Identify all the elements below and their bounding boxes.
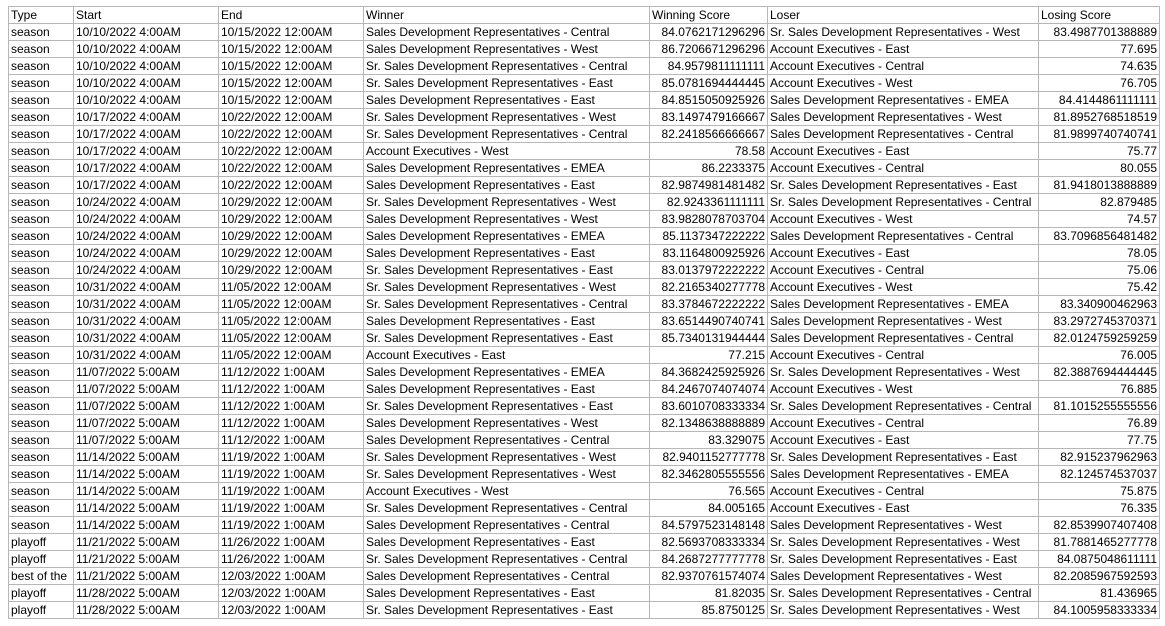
loser-cell[interactable]: Sr. Sales Development Representatives - Central — [768, 194, 1039, 211]
losing-score-cell[interactable]: 83.7096856481482 — [1039, 228, 1160, 245]
table-row — [9, 296, 1160, 313]
loser-cell[interactable]: Account Executives - West — [768, 211, 1039, 228]
end-cell[interactable]: 10/29/2022 12:00AM — [219, 211, 364, 228]
table-row — [9, 585, 1160, 602]
winner-cell[interactable]: Sr. Sales Development Representatives - East — [364, 602, 650, 619]
type-cell[interactable]: season — [9, 228, 74, 245]
start-cell[interactable]: 10/17/2022 4:00AM — [74, 143, 219, 160]
winning-score-cell[interactable]: 85.0781694444445 — [650, 75, 768, 92]
winning-score-cell[interactable]: 84.9579811111111 — [650, 58, 768, 75]
start-cell[interactable]: 10/31/2022 4:00AM — [74, 330, 219, 347]
losing-score-cell[interactable]: 84.0875048611111 — [1039, 551, 1160, 568]
winning-score-cell[interactable]: 85.8750125 — [650, 602, 768, 619]
table-row — [9, 398, 1160, 415]
table-row — [9, 534, 1160, 551]
winning-score-cell[interactable]: 86.7206671296296 — [650, 41, 768, 58]
start-cell[interactable]: 11/14/2022 5:00AM — [74, 517, 219, 534]
winning-score-cell[interactable]: 82.5693708333334 — [650, 534, 768, 551]
loser-cell[interactable]: Sales Development Representatives - West — [768, 313, 1039, 330]
winning-score-cell[interactable]: 86.2233375 — [650, 160, 768, 177]
end-cell[interactable]: 11/05/2022 12:00AM — [219, 347, 364, 364]
winning-score-cell[interactable]: 84.2687277777778 — [650, 551, 768, 568]
end-cell[interactable]: 11/05/2022 12:00AM — [219, 330, 364, 347]
start-cell[interactable]: 11/14/2022 5:00AM — [74, 483, 219, 500]
loser-cell[interactable]: Account Executives - East — [768, 245, 1039, 262]
results-table — [8, 6, 1160, 619]
table-row — [9, 262, 1160, 279]
losing-score-cell[interactable]: 75.06 — [1039, 262, 1160, 279]
loser-cell[interactable]: Account Executives - East — [768, 143, 1039, 160]
loser-cell[interactable]: Sr. Sales Development Representatives - East — [768, 177, 1039, 194]
table-row — [9, 449, 1160, 466]
table-row — [9, 194, 1160, 211]
loser-cell[interactable]: Sr. Sales Development Representatives - West — [768, 534, 1039, 551]
table-row — [9, 347, 1160, 364]
winning-score-cell[interactable]: 83.1164800925926 — [650, 245, 768, 262]
winner-cell[interactable]: Sales Development Representatives - EMEA — [364, 228, 650, 245]
type-cell[interactable]: season — [9, 296, 74, 313]
table-row — [9, 228, 1160, 245]
loser-cell[interactable]: Account Executives - East — [768, 41, 1039, 58]
losing-score-cell[interactable]: 81.9418013888889 — [1039, 177, 1160, 194]
end-cell[interactable]: 11/05/2022 12:00AM — [219, 279, 364, 296]
type-cell[interactable]: season — [9, 500, 74, 517]
loser-cell[interactable]: Sr. Sales Development Representatives - Central — [768, 398, 1039, 415]
table-row — [9, 364, 1160, 381]
type-cell[interactable]: season — [9, 517, 74, 534]
start-cell[interactable]: 11/21/2022 5:00AM — [74, 568, 219, 585]
type-cell[interactable]: season — [9, 245, 74, 262]
losing-score-cell[interactable]: 74.57 — [1039, 211, 1160, 228]
end-cell[interactable]: 11/19/2022 1:00AM — [219, 466, 364, 483]
start-cell[interactable]: 11/21/2022 5:00AM — [74, 534, 219, 551]
start-cell[interactable]: 10/17/2022 4:00AM — [74, 109, 219, 126]
losing-score-cell[interactable]: 77.75 — [1039, 432, 1160, 449]
start-cell[interactable]: 11/07/2022 5:00AM — [74, 415, 219, 432]
winning-score-cell[interactable]: 77.215 — [650, 347, 768, 364]
start-cell[interactable]: 10/17/2022 4:00AM — [74, 160, 219, 177]
losing-score-cell[interactable]: 76.005 — [1039, 347, 1160, 364]
type-cell[interactable]: playoff — [9, 602, 74, 619]
losing-score-cell[interactable]: 81.1015255555556 — [1039, 398, 1160, 415]
losing-score-cell[interactable]: 82.0124759259259 — [1039, 330, 1160, 347]
winning-score-cell[interactable]: 82.3462805555556 — [650, 466, 768, 483]
winner-cell[interactable]: Sr. Sales Development Representatives - West — [364, 109, 650, 126]
loser-cell[interactable]: Sales Development Representatives - EMEA — [768, 92, 1039, 109]
winner-cell[interactable]: Sr. Sales Development Representatives - Central — [364, 551, 650, 568]
table-row — [9, 41, 1160, 58]
winning-score-cell[interactable]: 83.9828078703704 — [650, 211, 768, 228]
end-cell[interactable]: 10/29/2022 12:00AM — [219, 245, 364, 262]
winning-score-cell[interactable]: 83.6514490740741 — [650, 313, 768, 330]
start-cell[interactable]: 10/31/2022 4:00AM — [74, 279, 219, 296]
loser-cell[interactable]: Account Executives - West — [768, 75, 1039, 92]
losing-score-cell[interactable]: 84.1005958333334 — [1039, 602, 1160, 619]
end-cell[interactable]: 11/12/2022 1:00AM — [219, 432, 364, 449]
type-cell[interactable]: season — [9, 398, 74, 415]
winner-cell[interactable]: Sales Development Representatives - East — [364, 381, 650, 398]
losing-score-cell[interactable]: 83.4987701388889 — [1039, 24, 1160, 41]
spreadsheet — [8, 6, 1160, 619]
winning-score-cell[interactable]: 82.9401152777778 — [650, 449, 768, 466]
end-cell[interactable]: 11/19/2022 1:00AM — [219, 500, 364, 517]
losing-score-cell[interactable]: 80.055 — [1039, 160, 1160, 177]
loser-cell[interactable]: Account Executives - West — [768, 381, 1039, 398]
end-cell[interactable]: 10/29/2022 12:00AM — [219, 228, 364, 245]
winning-score-cell[interactable]: 83.6010708333334 — [650, 398, 768, 415]
type-cell[interactable]: season — [9, 194, 74, 211]
start-cell[interactable]: 10/24/2022 4:00AM — [74, 228, 219, 245]
loser-cell[interactable]: Sales Development Representatives - EMEA — [768, 466, 1039, 483]
losing-score-cell[interactable]: 83.340900462963 — [1039, 296, 1160, 313]
loser-cell[interactable]: Sr. Sales Development Representatives - West — [768, 364, 1039, 381]
start-cell[interactable]: 10/10/2022 4:00AM — [74, 41, 219, 58]
winning-score-cell[interactable]: 82.9874981481482 — [650, 177, 768, 194]
winner-cell[interactable]: Sales Development Representatives - Central — [364, 24, 650, 41]
loser-cell[interactable]: Sr. Sales Development Representatives - West — [768, 24, 1039, 41]
end-cell[interactable]: 10/15/2022 12:00AM — [219, 41, 364, 58]
end-cell[interactable]: 11/05/2022 12:00AM — [219, 313, 364, 330]
winner-cell[interactable]: Sr. Sales Development Representatives - West — [364, 279, 650, 296]
header-row — [9, 7, 1160, 24]
losing-score-cell[interactable]: 82.8539907407408 — [1039, 517, 1160, 534]
loser-cell[interactable]: Sales Development Representatives - West — [768, 568, 1039, 585]
loser-cell[interactable]: Sales Development Representatives - West — [768, 109, 1039, 126]
end-cell[interactable]: 11/12/2022 1:00AM — [219, 381, 364, 398]
header-cell-end[interactable]: End — [219, 7, 364, 24]
type-cell[interactable]: season — [9, 279, 74, 296]
losing-score-cell[interactable]: 75.42 — [1039, 279, 1160, 296]
end-cell[interactable]: 10/15/2022 12:00AM — [219, 92, 364, 109]
end-cell[interactable]: 11/12/2022 1:00AM — [219, 415, 364, 432]
winner-cell[interactable]: Sr. Sales Development Representatives - Central — [364, 126, 650, 143]
end-cell[interactable]: 10/29/2022 12:00AM — [219, 262, 364, 279]
table-row — [9, 279, 1160, 296]
type-cell[interactable]: season — [9, 466, 74, 483]
loser-cell[interactable]: Sales Development Representatives - West — [768, 517, 1039, 534]
table-row — [9, 126, 1160, 143]
winner-cell[interactable]: Account Executives - West — [364, 483, 650, 500]
loser-cell[interactable]: Sales Development Representatives - EMEA — [768, 296, 1039, 313]
losing-score-cell[interactable]: 76.885 — [1039, 381, 1160, 398]
table-body — [9, 7, 1160, 619]
type-cell[interactable]: season — [9, 126, 74, 143]
table-row — [9, 143, 1160, 160]
table-row — [9, 75, 1160, 92]
losing-score-cell[interactable]: 75.875 — [1039, 483, 1160, 500]
table-row — [9, 568, 1160, 585]
winning-score-cell[interactable]: 84.2467074074074 — [650, 381, 768, 398]
winner-cell[interactable]: Sr. Sales Development Representatives - Central — [364, 296, 650, 313]
loser-cell[interactable]: Account Executives - West — [768, 279, 1039, 296]
losing-score-cell[interactable]: 82.124574537037 — [1039, 466, 1160, 483]
losing-score-cell[interactable]: 78.05 — [1039, 245, 1160, 262]
type-cell[interactable]: season — [9, 143, 74, 160]
winner-cell[interactable]: Sales Development Representatives - West — [364, 415, 650, 432]
winning-score-cell[interactable]: 84.5797523148148 — [650, 517, 768, 534]
losing-score-cell[interactable]: 81.9899740740741 — [1039, 126, 1160, 143]
table-row — [9, 58, 1160, 75]
table-row — [9, 177, 1160, 194]
loser-cell[interactable]: Account Executives - Central — [768, 262, 1039, 279]
type-cell[interactable]: season — [9, 262, 74, 279]
winning-score-cell[interactable]: 82.2165340277778 — [650, 279, 768, 296]
start-cell[interactable]: 10/10/2022 4:00AM — [74, 75, 219, 92]
type-cell[interactable]: season — [9, 432, 74, 449]
loser-cell[interactable]: Account Executives - Central — [768, 58, 1039, 75]
end-cell[interactable]: 10/22/2022 12:00AM — [219, 160, 364, 177]
loser-cell[interactable]: Sales Development Representatives - Central — [768, 330, 1039, 347]
start-cell[interactable]: 10/10/2022 4:00AM — [74, 92, 219, 109]
end-cell[interactable]: 12/03/2022 1:00AM — [219, 602, 364, 619]
winning-score-cell[interactable]: 85.7340131944444 — [650, 330, 768, 347]
start-cell[interactable]: 11/14/2022 5:00AM — [74, 449, 219, 466]
type-cell[interactable]: season — [9, 449, 74, 466]
table-row — [9, 517, 1160, 534]
type-cell[interactable]: season — [9, 330, 74, 347]
winner-cell[interactable]: Sales Development Representatives - Central — [364, 517, 650, 534]
winner-cell[interactable]: Sales Development Representatives - EMEA — [364, 364, 650, 381]
loser-cell[interactable]: Account Executives - East — [768, 432, 1039, 449]
winner-cell[interactable]: Sales Development Representatives - West — [364, 41, 650, 58]
type-cell[interactable]: season — [9, 24, 74, 41]
start-cell[interactable]: 10/24/2022 4:00AM — [74, 262, 219, 279]
table-row — [9, 211, 1160, 228]
type-cell[interactable]: season — [9, 92, 74, 109]
winner-cell[interactable]: Sales Development Representatives - West — [364, 211, 650, 228]
loser-cell[interactable]: Sr. Sales Development Representatives - West — [768, 602, 1039, 619]
winner-cell[interactable]: Sr. Sales Development Representatives - East — [364, 330, 650, 347]
start-cell[interactable]: 11/07/2022 5:00AM — [74, 381, 219, 398]
start-cell[interactable]: 11/14/2022 5:00AM — [74, 500, 219, 517]
winner-cell[interactable]: Sales Development Representatives - EMEA — [364, 160, 650, 177]
losing-score-cell[interactable]: 74.635 — [1039, 58, 1160, 75]
type-cell[interactable]: playoff — [9, 585, 74, 602]
end-cell[interactable]: 10/22/2022 12:00AM — [219, 143, 364, 160]
type-cell[interactable]: playoff — [9, 551, 74, 568]
table-row — [9, 551, 1160, 568]
winner-cell[interactable]: Sales Development Representatives - East — [364, 585, 650, 602]
end-cell[interactable]: 10/15/2022 12:00AM — [219, 24, 364, 41]
end-cell[interactable]: 10/22/2022 12:00AM — [219, 126, 364, 143]
winner-cell[interactable]: Sales Development Representatives - East — [364, 313, 650, 330]
type-cell[interactable]: season — [9, 415, 74, 432]
end-cell[interactable]: 11/12/2022 1:00AM — [219, 364, 364, 381]
type-cell[interactable]: season — [9, 160, 74, 177]
winning-score-cell[interactable]: 85.1137347222222 — [650, 228, 768, 245]
end-cell[interactable]: 11/19/2022 1:00AM — [219, 483, 364, 500]
table-row — [9, 415, 1160, 432]
header-cell-winning-score[interactable]: Winning Score — [650, 7, 768, 24]
losing-score-cell[interactable]: 83.2972745370371 — [1039, 313, 1160, 330]
header-cell-start[interactable]: Start — [74, 7, 219, 24]
losing-score-cell[interactable]: 84.4144861111111 — [1039, 92, 1160, 109]
table-row — [9, 466, 1160, 483]
type-cell[interactable]: best of the — [9, 568, 74, 585]
type-cell[interactable]: season — [9, 41, 74, 58]
type-cell[interactable]: season — [9, 483, 74, 500]
end-cell[interactable]: 11/19/2022 1:00AM — [219, 449, 364, 466]
winner-cell[interactable]: Account Executives - East — [364, 347, 650, 364]
loser-cell[interactable]: Sr. Sales Development Representatives - Central — [768, 585, 1039, 602]
end-cell[interactable]: 11/26/2022 1:00AM — [219, 534, 364, 551]
loser-cell[interactable]: Account Executives - Central — [768, 415, 1039, 432]
winning-score-cell[interactable]: 84.005165 — [650, 500, 768, 517]
winner-cell[interactable]: Sr. Sales Development Representatives - East — [364, 262, 650, 279]
start-cell[interactable]: 11/07/2022 5:00AM — [74, 398, 219, 415]
table-row — [9, 109, 1160, 126]
type-cell[interactable]: season — [9, 177, 74, 194]
losing-score-cell[interactable]: 75.77 — [1039, 143, 1160, 160]
type-cell[interactable]: season — [9, 313, 74, 330]
loser-cell[interactable]: Account Executives - Central — [768, 347, 1039, 364]
loser-cell[interactable]: Sr. Sales Development Representatives - East — [768, 551, 1039, 568]
start-cell[interactable]: 10/31/2022 4:00AM — [74, 296, 219, 313]
table-row — [9, 313, 1160, 330]
end-cell[interactable]: 10/29/2022 12:00AM — [219, 194, 364, 211]
winner-cell[interactable]: Sr. Sales Development Representatives - Central — [364, 58, 650, 75]
start-cell[interactable]: 11/28/2022 5:00AM — [74, 585, 219, 602]
winning-score-cell[interactable]: 84.3682425925926 — [650, 364, 768, 381]
losing-score-cell[interactable]: 77.695 — [1039, 41, 1160, 58]
losing-score-cell[interactable]: 76.705 — [1039, 75, 1160, 92]
end-cell[interactable]: 10/22/2022 12:00AM — [219, 109, 364, 126]
winning-score-cell[interactable]: 78.58 — [650, 143, 768, 160]
losing-score-cell[interactable]: 82.879485 — [1039, 194, 1160, 211]
losing-score-cell[interactable]: 82.2085967592593 — [1039, 568, 1160, 585]
start-cell[interactable]: 11/07/2022 5:00AM — [74, 364, 219, 381]
type-cell[interactable]: playoff — [9, 534, 74, 551]
losing-score-cell[interactable]: 81.436965 — [1039, 585, 1160, 602]
winner-cell[interactable]: Sales Development Representatives - East — [364, 177, 650, 194]
start-cell[interactable]: 11/28/2022 5:00AM — [74, 602, 219, 619]
type-cell[interactable]: season — [9, 75, 74, 92]
table-row — [9, 602, 1160, 619]
winning-score-cell[interactable]: 83.0137972222222 — [650, 262, 768, 279]
losing-score-cell[interactable]: 81.7881465277778 — [1039, 534, 1160, 551]
type-cell[interactable]: season — [9, 381, 74, 398]
table-row — [9, 160, 1160, 177]
table-row — [9, 500, 1160, 517]
loser-cell[interactable]: Sales Development Representatives - Central — [768, 228, 1039, 245]
start-cell[interactable]: 10/31/2022 4:00AM — [74, 313, 219, 330]
header-cell-type[interactable]: Type — [9, 7, 74, 24]
winner-cell[interactable]: Sales Development Representatives - East — [364, 92, 650, 109]
type-cell[interactable]: season — [9, 58, 74, 75]
winning-score-cell[interactable]: 82.9370761574074 — [650, 568, 768, 585]
type-cell[interactable]: season — [9, 211, 74, 228]
table-row — [9, 24, 1160, 41]
winner-cell[interactable]: Sr. Sales Development Representatives - East — [364, 75, 650, 92]
type-cell[interactable]: season — [9, 347, 74, 364]
table-row — [9, 483, 1160, 500]
winner-cell[interactable]: Sales Development Representatives - Central — [364, 568, 650, 585]
winning-score-cell[interactable]: 83.329075 — [650, 432, 768, 449]
start-cell[interactable]: 10/10/2022 4:00AM — [74, 58, 219, 75]
winning-score-cell[interactable]: 82.2418566666667 — [650, 126, 768, 143]
winner-cell[interactable]: Sr. Sales Development Representatives - West — [364, 194, 650, 211]
winner-cell[interactable]: Sales Development Representatives - Central — [364, 432, 650, 449]
end-cell[interactable]: 12/03/2022 1:00AM — [219, 585, 364, 602]
end-cell[interactable]: 10/15/2022 12:00AM — [219, 58, 364, 75]
losing-score-cell[interactable]: 76.89 — [1039, 415, 1160, 432]
end-cell[interactable]: 11/12/2022 1:00AM — [219, 398, 364, 415]
start-cell[interactable]: 10/24/2022 4:00AM — [74, 194, 219, 211]
winning-score-cell[interactable]: 84.8515050925926 — [650, 92, 768, 109]
end-cell[interactable]: 10/22/2022 12:00AM — [219, 177, 364, 194]
winning-score-cell[interactable]: 83.3784672222222 — [650, 296, 768, 313]
end-cell[interactable]: 10/15/2022 12:00AM — [219, 75, 364, 92]
start-cell[interactable]: 10/17/2022 4:00AM — [74, 126, 219, 143]
table-row — [9, 381, 1160, 398]
winner-cell[interactable]: Sr. Sales Development Representatives - West — [364, 449, 650, 466]
losing-score-cell[interactable]: 76.335 — [1039, 500, 1160, 517]
winning-score-cell[interactable]: 76.565 — [650, 483, 768, 500]
end-cell[interactable]: 11/19/2022 1:00AM — [219, 517, 364, 534]
winner-cell[interactable]: Sr. Sales Development Representatives - East — [364, 398, 650, 415]
winning-score-cell[interactable]: 82.1348638888889 — [650, 415, 768, 432]
header-cell-loser[interactable]: Loser — [768, 7, 1039, 24]
winning-score-cell[interactable]: 83.1497479166667 — [650, 109, 768, 126]
winning-score-cell[interactable]: 84.0762171296296 — [650, 24, 768, 41]
losing-score-cell[interactable]: 82.3887694444445 — [1039, 364, 1160, 381]
start-cell[interactable]: 10/24/2022 4:00AM — [74, 245, 219, 262]
loser-cell[interactable]: Account Executives - Central — [768, 160, 1039, 177]
table-row — [9, 245, 1160, 262]
table-row — [9, 432, 1160, 449]
winner-cell[interactable]: Sales Development Representatives - East — [364, 534, 650, 551]
winning-score-cell[interactable]: 82.9243361111111 — [650, 194, 768, 211]
winner-cell[interactable]: Account Executives - West — [364, 143, 650, 160]
header-cell-winner[interactable]: Winner — [364, 7, 650, 24]
loser-cell[interactable]: Sales Development Representatives - Central — [768, 126, 1039, 143]
end-cell[interactable]: 11/05/2022 12:00AM — [219, 296, 364, 313]
type-cell[interactable]: season — [9, 109, 74, 126]
end-cell[interactable]: 11/26/2022 1:00AM — [219, 551, 364, 568]
winner-cell[interactable]: Sales Development Representatives - East — [364, 245, 650, 262]
start-cell[interactable]: 11/21/2022 5:00AM — [74, 551, 219, 568]
winner-cell[interactable]: Sr. Sales Development Representatives - Central — [364, 500, 650, 517]
table-row — [9, 330, 1160, 347]
header-cell-losing-score[interactable]: Losing Score — [1039, 7, 1160, 24]
losing-score-cell[interactable]: 81.8952768518519 — [1039, 109, 1160, 126]
end-cell[interactable]: 12/03/2022 1:00AM — [219, 568, 364, 585]
start-cell[interactable]: 10/10/2022 4:00AM — [74, 24, 219, 41]
start-cell[interactable]: 10/31/2022 4:00AM — [74, 347, 219, 364]
type-cell[interactable]: season — [9, 364, 74, 381]
table-row — [9, 92, 1160, 109]
winner-cell[interactable]: Sr. Sales Development Representatives - West — [364, 466, 650, 483]
start-cell[interactable]: 11/14/2022 5:00AM — [74, 466, 219, 483]
start-cell[interactable]: 10/17/2022 4:00AM — [74, 177, 219, 194]
losing-score-cell[interactable]: 82.915237962963 — [1039, 449, 1160, 466]
loser-cell[interactable]: Sr. Sales Development Representatives - East — [768, 449, 1039, 466]
winning-score-cell[interactable]: 81.82035 — [650, 585, 768, 602]
start-cell[interactable]: 10/24/2022 4:00AM — [74, 211, 219, 228]
start-cell[interactable]: 11/07/2022 5:00AM — [74, 432, 219, 449]
loser-cell[interactable]: Account Executives - East — [768, 500, 1039, 517]
loser-cell[interactable]: Account Executives - Central — [768, 483, 1039, 500]
